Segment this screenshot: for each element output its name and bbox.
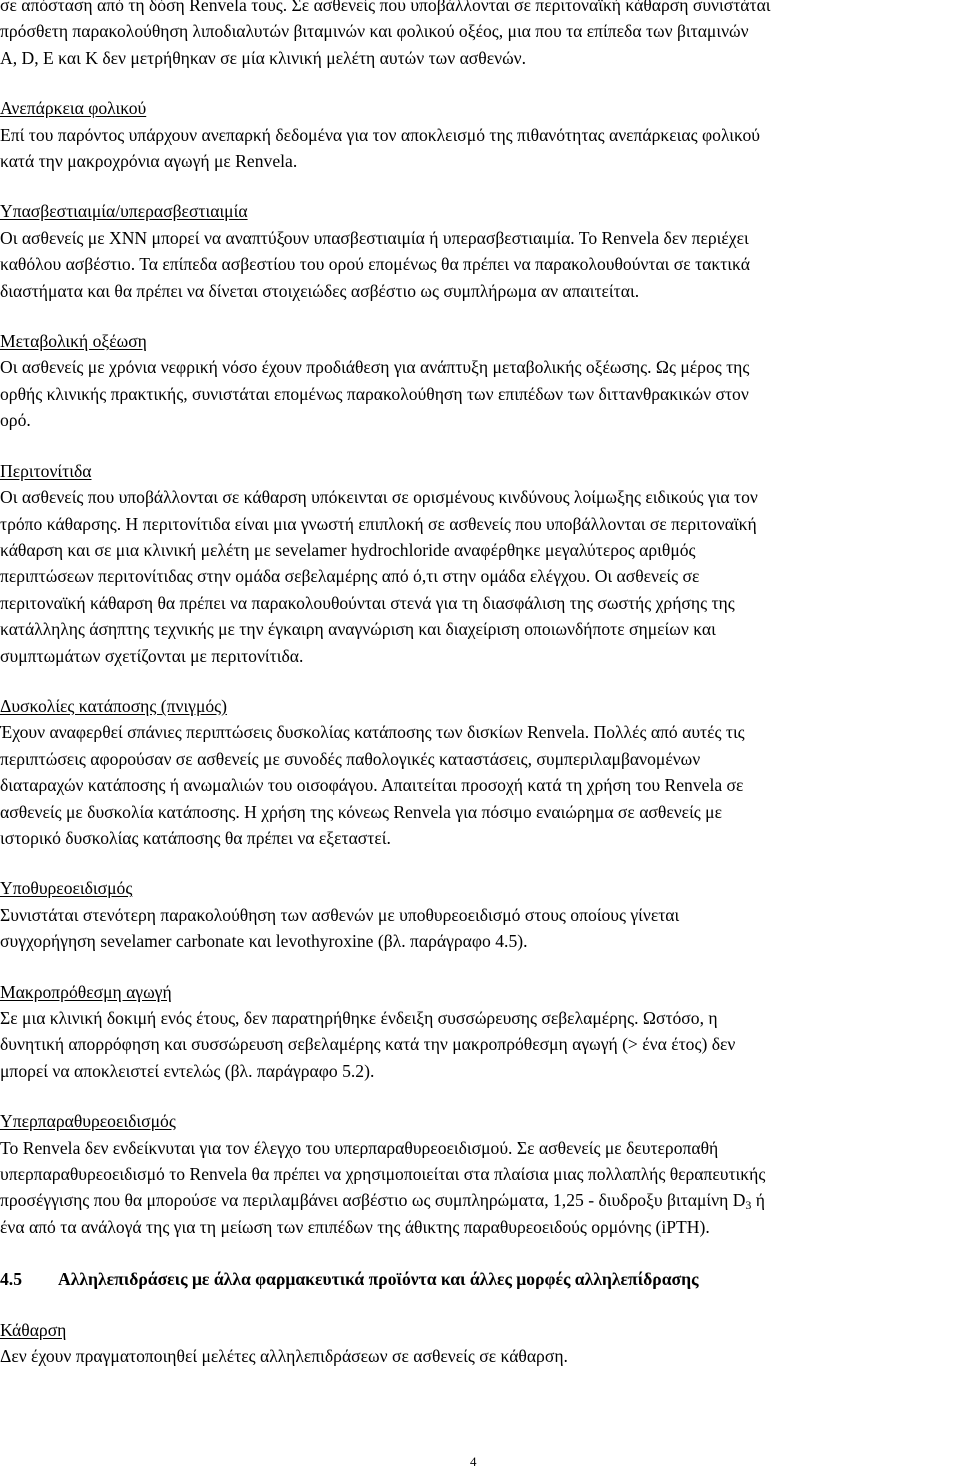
section-peritonitis xyxy=(0,458,946,669)
section-heading: Περιτονίτιδα xyxy=(0,460,92,481)
text-line: διαταραχών κατάποσης ή ανωμαλιών του οισοφάγου. Απαιτείται προσοχή κατά τη χρήση του Renvela σε xyxy=(0,775,744,796)
text-line: A, D, E και K δεν μετρήθηκαν σε μία κλινική μελέτη αυτών των ασθενών. xyxy=(0,47,526,68)
section-heading: Υπασβεστιαιμία/υπερασβεστιαιμία xyxy=(0,201,248,222)
text-run: προσέγγισης που θα μπορούσε να περιλαμβάνει ασβέστιο ως συμπληρώματα, 1,25 - διυδροξυ βιταμίνη D xyxy=(0,1190,746,1211)
text-line: Συνιστάται στενότερη παρακολούθηση των ασθενών με υποθυρεοειδισμό στους οποίους γίνεται xyxy=(0,904,680,925)
text-line: τρόπο κάθαρσης. Η περιτονίτιδα είναι μια γνωστή επιπλοκή σε ασθενείς που υποβάλλονται σε περιτοναϊκή xyxy=(0,513,757,534)
text-line: δυνητική απορρόφηση και συσσώρευση σεβελαμέρης κατά την μακροπρόθεσμη αγωγή (> ένα έτος) δεν xyxy=(0,1034,736,1055)
text-line: υπερπαραθυρεοειδισμό το Renvela θα πρέπει να χρησιμοποιείται στα πλαίσια μιας πολλαπλής θεραπευτικής xyxy=(0,1164,766,1185)
section-heading: Μεταβολική οξέωση xyxy=(0,331,147,352)
text-line: Οι ασθενείς που υποβάλλονται σε κάθαρση υπόκεινται σε ορισμένους κινδύνους λοίμωξης ειδικούς για τον xyxy=(0,487,758,508)
text-line: Έχουν αναφερθεί σπάνιες περιπτώσεις δυσκολίας κατάποσης των δισκίων Renvela. Πολλές από αυτές τις xyxy=(0,722,745,743)
text-line: ένα από τα ανάλογά της για τη μείωση των επιπέδων της άθικτης παραθυρεοειδούς ορμόνης (iPTH). xyxy=(0,1216,710,1237)
text-line: ιστορικό δυσκολίας κατάποσης θα πρέπει να εξεταστεί. xyxy=(0,827,391,848)
text-line: ασθενείς με δυσκολία κατάποσης. Η χρήση της κόνεως Renvela για πόσιμο εναιώρημα σε ασθενείς με xyxy=(0,801,722,822)
text-line: περιτοναϊκή κάθαρση θα πρέπει να παρακολουθούνται στενά για τη διασφάλιση της σωστής χρήσης της xyxy=(0,592,735,613)
text-line: Σε μια κλινική δοκιμή ενός έτους, δεν παρατηρήθηκε ένδειξη συσσώρευσης σεβελαμέρης. Ωστόσο, η xyxy=(0,1008,718,1028)
text-line: Οι ασθενείς με ΧΝΝ μπορεί να αναπτύξουν υπασβεστιαιμία ή υπερασβεστιαιμία. Το Renvela δεν περιέχει xyxy=(0,227,749,248)
text-run: ή xyxy=(751,1190,766,1211)
section-heading: Κάθαρση xyxy=(0,1319,67,1340)
section-heading: Ανεπάρκεια φολικού xyxy=(0,98,147,119)
text-line: πρόσθετη παρακολούθηση λιποδιαλυτών βιταμινών και φολικού οξέος, μια που τα επίπεδα των βιταμινών xyxy=(0,21,749,42)
text-line: ορό. xyxy=(0,410,31,431)
subscript: 3 xyxy=(745,1198,752,1213)
section-long-term-treatment xyxy=(0,979,946,1085)
page-number: 4 xyxy=(470,1454,477,1469)
section-heading: Υποθυρεοειδισμός xyxy=(0,878,133,899)
section-hypothyroidism xyxy=(0,875,946,954)
section-metabolic-acidosis xyxy=(0,328,946,434)
section-heading: Δυσκολίες κατάποσης (πνιγμός) xyxy=(0,695,228,716)
text-line: συγχορήγηση sevelamer carbonate και levothyroxine (βλ. παράγραφο 4.5). xyxy=(0,931,528,952)
text-line: Επί του παρόντος υπάρχουν ανεπαρκή δεδομένα για τον αποκλεισμό της πιθανότητας ανεπάρκειας φολικού xyxy=(0,124,760,145)
text-line: περιπτώσεων περιτονίτιδας στην ομάδα σεβελαμέρης από ό,τι στην ομάδα ελέγχου. Οι ασθενείς σε xyxy=(0,566,700,587)
text-line: ορθής κλινικής πρακτικής, συνιστάται επομένως παρακολούθηση των επιπέδων των διττανθρακικών στον xyxy=(0,383,749,404)
text-line: Το Renvela δεν ενδείκνυται για τον έλεγχο του υπερπαραθυρεοειδισμού. Σε ασθενείς με δευτεροπαθή xyxy=(0,1137,719,1158)
text-line: περιπτώσεις αφορούσαν σε ασθενείς με συνοδές παθολογικές καταστάσεις, συμπεριλαμβανομένων xyxy=(0,748,701,769)
text-line: κάθαρση και σε μια κλινική μελέτη με sevelamer hydrochloride αναφέρθηκε μεγαλύτερος αριθμός xyxy=(0,539,696,560)
text-line: μπορεί να αποκλειστεί εντελώς (βλ. παράγραφο 5.2). xyxy=(0,1060,375,1081)
section-calcemia xyxy=(0,198,946,304)
intro-paragraph xyxy=(0,0,946,71)
text-line: σε απόσταση από τη δόση Renvela τους. Σε ασθενείς που υποβάλλονται σε περιτοναϊκή κάθαρση συνιστάται xyxy=(0,0,771,15)
text-line: Οι ασθενείς με χρόνια νεφρική νόσο έχουν προδιάθεση για ανάπτυξη μεταβολικής οξέωσης. Ως μέρος της xyxy=(0,357,750,378)
text-line: κατάλληλης άσηπτης τεχνικής με την έγκαιρη αναγνώριση και διαχείριση οποιωνδήποτε σημείων και xyxy=(0,619,716,640)
section-heading: Υπερπαραθυρεοειδισμός xyxy=(0,1111,176,1132)
text-line: καθόλου ασβέστιο. Τα επίπεδα ασβεστίου του ορού επομένως θα πρέπει να παρακολουθούνται σε τακτικά xyxy=(0,254,750,275)
section-hyperparathyroidism xyxy=(0,1108,946,1240)
text-line-with-subscript xyxy=(0,1187,946,1213)
section-title: Αλληλεπιδράσεις με άλλα φαρμακευτικά προϊόντα και άλλες μορφές αλληλεπίδρασης xyxy=(58,1269,699,1290)
text-line: διαστήματα και θα πρέπει να δίνεται στοιχειώδες ασβέστιο ως συμπλήρωμα αν απαιτείται. xyxy=(0,280,640,301)
section-folate-deficiency xyxy=(0,95,946,174)
text-line: κατά την μακροχρόνια αγωγή με Renvela. xyxy=(0,151,298,172)
section-dialysis xyxy=(0,1317,946,1370)
text-line: Δεν έχουν πραγματοποιηθεί μελέτες αλληλεπιδράσεων σε ασθενείς σε κάθαρση. xyxy=(0,1346,568,1367)
section-heading: Μακροπρόθεσμη αγωγή xyxy=(0,981,172,1002)
text-line: συμπτωμάτων σχετίζονται με περιτονίτιδα. xyxy=(0,645,304,666)
section-4-5-heading xyxy=(0,1266,946,1292)
section-swallowing-difficulties xyxy=(0,693,946,851)
section-number: 4.5 xyxy=(0,1269,22,1290)
